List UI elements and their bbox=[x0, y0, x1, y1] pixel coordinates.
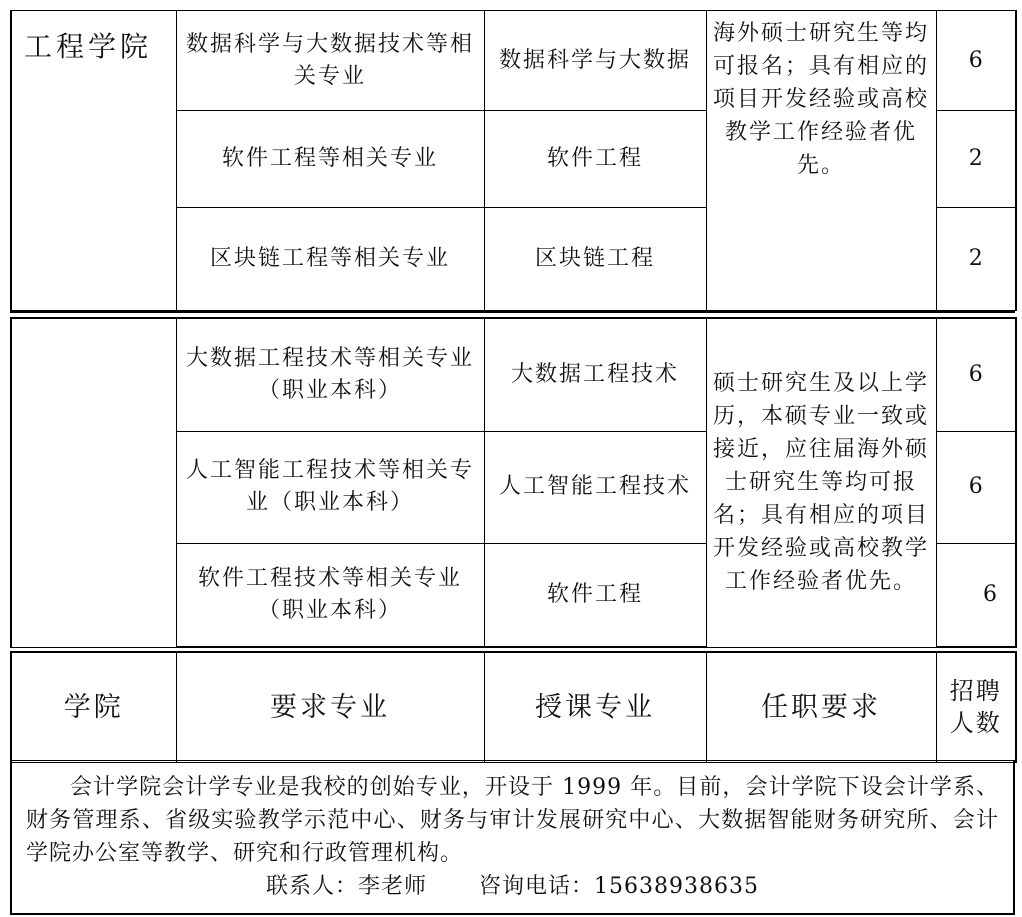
contact-line bbox=[26, 870, 999, 903]
teaching-major: 软件工程 bbox=[484, 111, 706, 208]
headcount: 6 bbox=[936, 543, 1016, 647]
headcount: 2 bbox=[936, 208, 1016, 311]
contact-person: 联系人：李老师 bbox=[266, 874, 428, 899]
headcount: 6 bbox=[936, 431, 1016, 543]
contact-phone: 咨询电话：15638938635 bbox=[479, 874, 759, 899]
teaching-major: 人工智能工程技术 bbox=[484, 431, 706, 543]
headcount: 6 bbox=[936, 318, 1016, 431]
required-major: 区块链工程等相关专业 bbox=[176, 208, 484, 311]
required-major: 软件工程等相关专业 bbox=[176, 111, 484, 208]
header-teaching-major: 授课专业 bbox=[484, 652, 706, 762]
required-major: 软件工程技术等相关专业（职业本科） bbox=[176, 543, 484, 647]
job-requirement: 硕士研究生及以上学历，本硕专业一致或接近，应往届海外硕士研究生等均可报名；具有相应的项目开发经验或高校教学工作经验者优先。 bbox=[706, 318, 936, 647]
accounting-intro-text: 会计学院会计学专业是我校的创始专业，开设于 1999 年。目前，会计学院下设会计学系、财务管理系、省级实验教学示范中心、财务与审计发展研究中心、大数据智能财务研究所、会计学院办公室等教学、研究和行政管理机构。 bbox=[26, 775, 999, 866]
college-name: 工程学院 bbox=[11, 11, 176, 311]
engineering-table bbox=[10, 10, 1017, 311]
college-name bbox=[11, 318, 176, 647]
header-headcount: 招聘人数 bbox=[936, 652, 1016, 762]
section-divider bbox=[10, 311, 1015, 313]
accounting-intro-box bbox=[10, 760, 1015, 915]
headcount: 2 bbox=[936, 111, 1016, 208]
required-major: 数据科学与大数据技术等相关专业 bbox=[176, 11, 484, 111]
vocational-table bbox=[10, 317, 1017, 648]
job-requirement: 海外硕士研究生等均可报名；具有相应的项目开发经验或高校教学工作经验者优先。 bbox=[706, 11, 936, 311]
teaching-major: 大数据工程技术 bbox=[484, 318, 706, 431]
header-required-major: 要求专业 bbox=[176, 652, 484, 762]
header-table bbox=[10, 651, 1017, 763]
teaching-major: 区块链工程 bbox=[484, 208, 706, 311]
header-job-requirement: 任职要求 bbox=[706, 652, 936, 762]
headcount: 6 bbox=[936, 11, 1016, 111]
teaching-major: 数据科学与大数据 bbox=[484, 11, 706, 111]
teaching-major: 软件工程 bbox=[484, 543, 706, 647]
header-college: 学院 bbox=[11, 652, 176, 762]
required-major: 人工智能工程技术等相关专业（职业本科） bbox=[176, 431, 484, 543]
required-major: 大数据工程技术等相关专业（职业本科） bbox=[176, 318, 484, 431]
